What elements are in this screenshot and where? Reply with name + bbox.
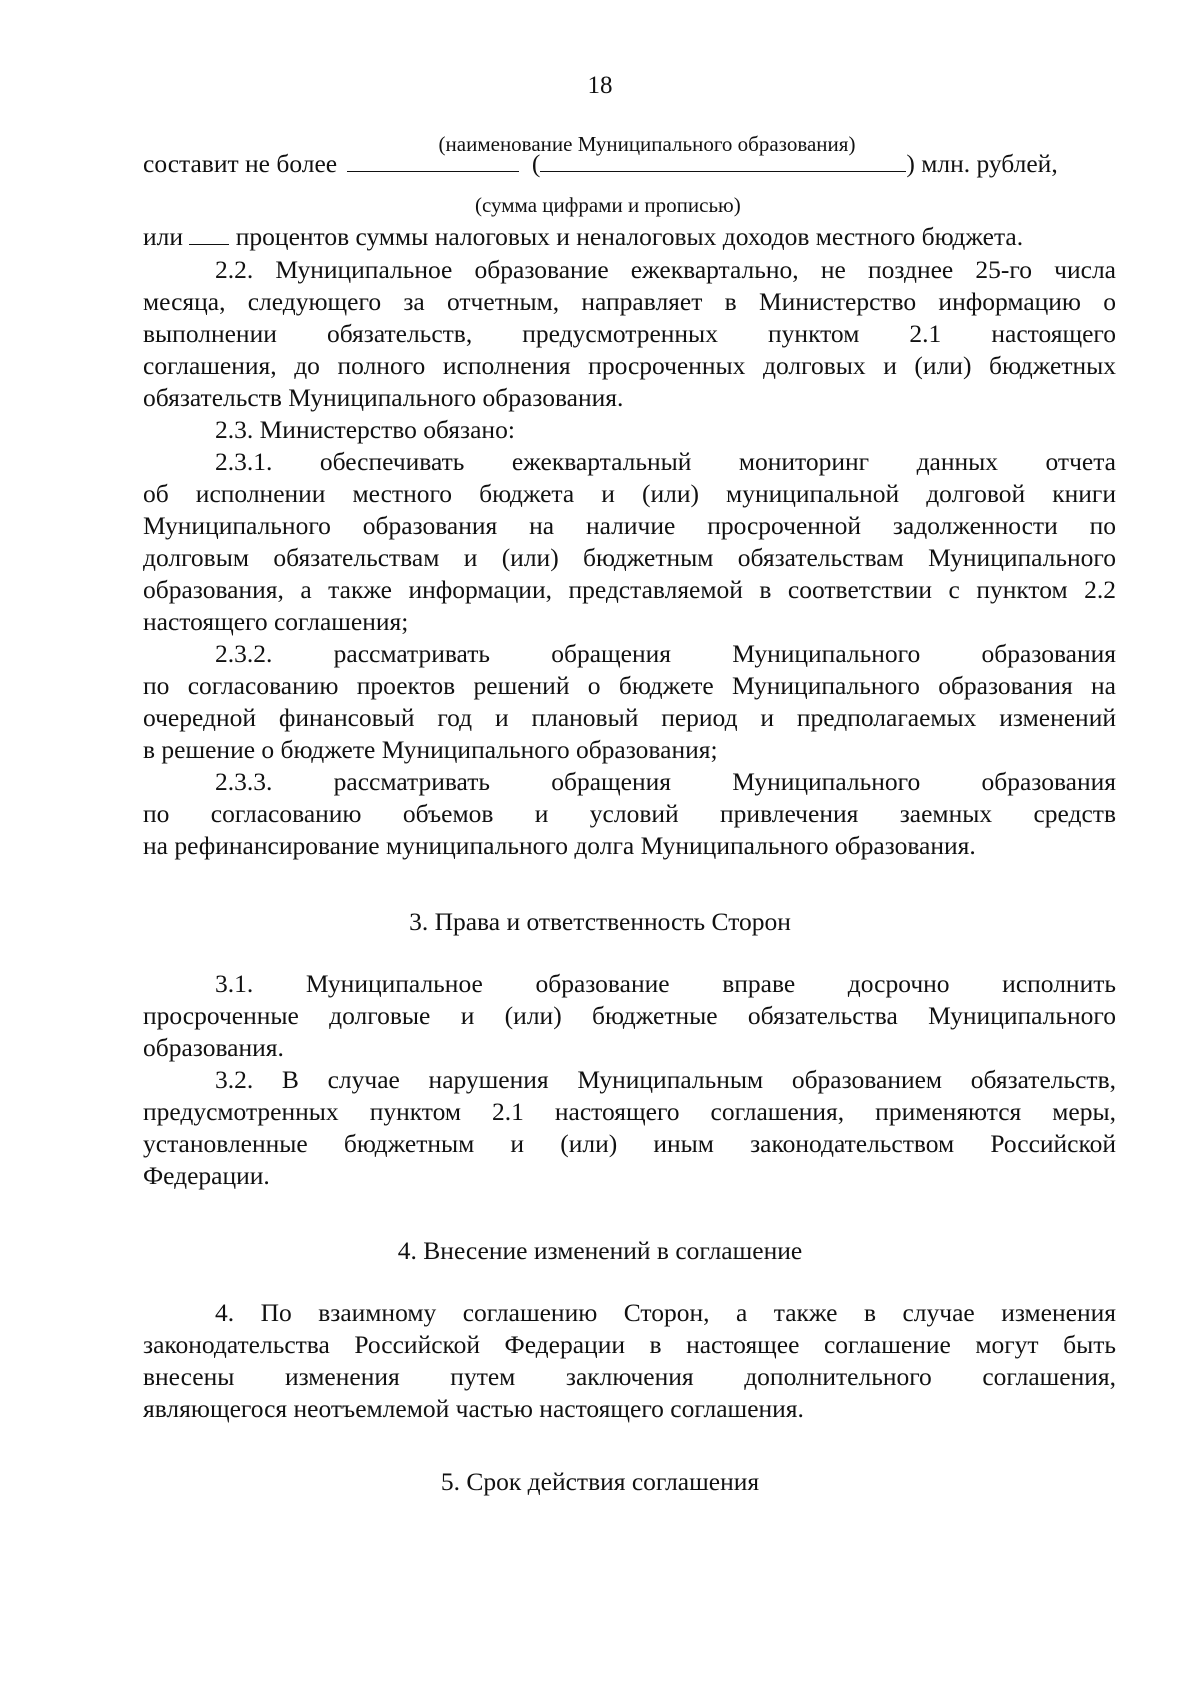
paragraph-line: Федерации. xyxy=(143,1161,270,1190)
caption-amount: (сумма цифрами и прописью) xyxy=(475,193,741,217)
paragraph-line: месяца, следующего за отчетным, направляет в Министерство информацию о xyxy=(143,287,1116,316)
section-3-title: 3. Права и ответственность Сторон xyxy=(409,907,791,936)
percent-line xyxy=(143,221,1116,253)
amount-prefix: составит не более xyxy=(143,149,338,178)
paragraph-line: 2.3.3. рассматривать обращения Муниципального образования xyxy=(215,767,1116,796)
paragraph-line: обязательств Муниципального образования. xyxy=(143,383,624,412)
paragraph-line: 3.1. Муниципальное образование вправе досрочно исполнить xyxy=(215,969,1116,998)
paragraph-line: просроченные долговые и (или) бюджетные обязательства Муниципального xyxy=(143,1001,1116,1030)
paragraph-line: выполнении обязательств, предусмотренных пунктом 2.1 настоящего xyxy=(143,319,1116,348)
paragraph-line: 2.3. Министерство обязано: xyxy=(215,415,515,444)
paragraph-line: образования. xyxy=(143,1033,284,1062)
section-5-title: 5. Срок действия соглашения xyxy=(440,1467,760,1496)
paragraph-line: 3.2. В случае нарушения Муниципальным образованием обязательств, xyxy=(215,1065,1116,1094)
caption-municipality: (наименование Муниципального образования) xyxy=(438,132,856,156)
paragraph-line: очередной финансовый год и плановый период и предполагаемых изменений xyxy=(143,703,1116,732)
paragraph-line: долговым обязательствам и (или) бюджетным обязательствам Муниципального xyxy=(143,543,1116,572)
percent-suffix: процентов суммы налоговых и неналоговых доходов местного бюджета. xyxy=(235,222,1024,251)
percent-prefix: или xyxy=(143,222,184,251)
paragraph-line: образования, а также информации, представляемой в соответствии с пунктом 2.2 xyxy=(143,575,1116,604)
percent-blank xyxy=(189,222,229,245)
amount-digits-blank xyxy=(347,149,519,172)
amount-words-blank xyxy=(540,149,906,172)
paragraph-line: соглашения, до полного исполнения просроченных долговых и (или) бюджетных xyxy=(143,351,1116,380)
paragraph-line: являющегося неотъемлемой частью настоящего соглашения. xyxy=(143,1394,804,1423)
paragraph-line: предусмотренных пунктом 2.1 настоящего соглашения, применяются меры, xyxy=(143,1097,1116,1126)
amount-paren-close: ) млн. рублей, xyxy=(906,149,1058,178)
amount-line xyxy=(143,148,1116,180)
paragraph-line: настоящего соглашения; xyxy=(143,607,409,636)
paragraph-line: 4. По взаимному соглашению Сторон, а также в случае изменения xyxy=(215,1298,1116,1327)
paragraph-line: Муниципального образования на наличие просроченной задолженности по xyxy=(143,511,1116,540)
paragraph-line: по согласованию объемов и условий привлечения заемных средств xyxy=(143,799,1116,828)
paragraph-line: 2.2. Муниципальное образование ежеквартально, не позднее 25-го числа xyxy=(215,255,1116,284)
paragraph-line: об исполнении местного бюджета и (или) муниципальной долговой книги xyxy=(143,479,1116,508)
paragraph-line: на рефинансирование муниципального долга Муниципального образования. xyxy=(143,831,976,860)
amount-paren-open: ( xyxy=(531,149,541,178)
paragraph-line: установленные бюджетным и (или) иным законодательством Российской xyxy=(143,1129,1116,1158)
paragraph-line: внесены изменения путем заключения дополнительного соглашения, xyxy=(143,1362,1116,1391)
paragraph-line: законодательства Российской Федерации в настоящее соглашение могут быть xyxy=(143,1330,1116,1359)
paragraph-line: 2.3.1. обеспечивать ежеквартальный мониторинг данных отчета xyxy=(215,447,1116,476)
page-number: 18 xyxy=(587,72,613,99)
paragraph-line: в решение о бюджете Муниципального образования; xyxy=(143,735,718,764)
paragraph-line: 2.3.2. рассматривать обращения Муниципального образования xyxy=(215,639,1116,668)
section-4-title: 4. Внесение изменений в соглашение xyxy=(397,1236,803,1265)
paragraph-line: по согласованию проектов решений о бюджете Муниципального образования на xyxy=(143,671,1116,700)
